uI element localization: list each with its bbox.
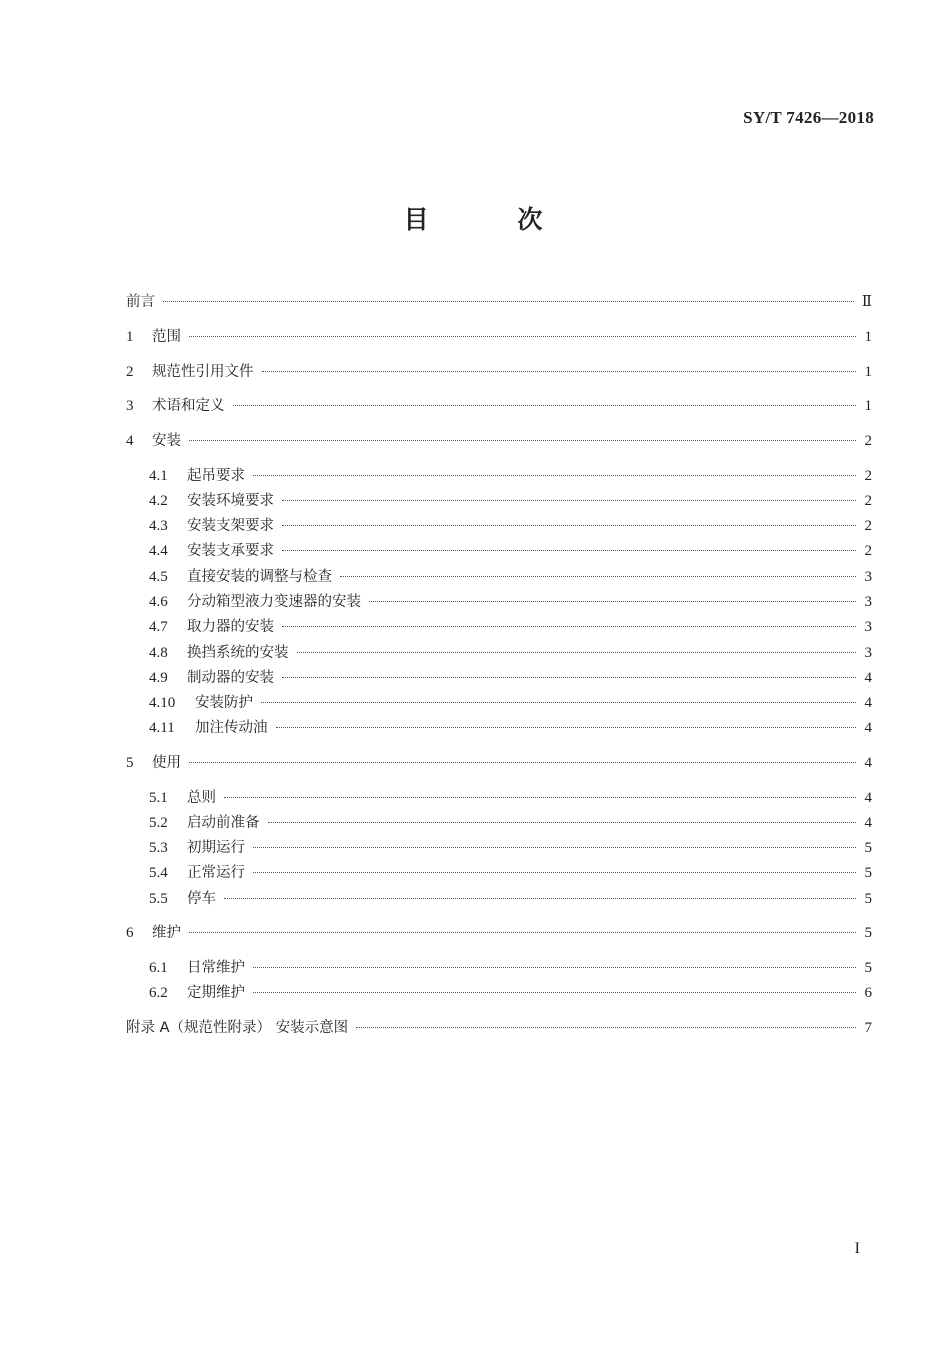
- toc-entry[interactable]: [149, 862, 872, 884]
- dot-leader: [262, 371, 857, 372]
- dot-leader: [253, 992, 856, 993]
- toc-entry-title: 维护: [152, 925, 181, 941]
- dot-leader: [369, 601, 856, 602]
- toc-entry-page: 1: [864, 398, 872, 414]
- toc-entry-title: 分动箱型液力变速器的安装: [187, 594, 361, 610]
- toc-entry-number: 6.1: [149, 960, 168, 976]
- toc-entry-number: 4.11: [149, 720, 175, 736]
- toc-entry[interactable]: [126, 430, 872, 452]
- toc-entry-page: 5: [864, 891, 872, 907]
- toc-entry-page: 2: [864, 518, 872, 534]
- toc-entry[interactable]: [126, 326, 872, 348]
- toc-entry-title: 正常运行: [187, 865, 245, 881]
- toc-entry-title: 日常维护: [187, 960, 245, 976]
- toc-entry-page: 5: [864, 840, 872, 856]
- toc-entry-title: 安装防护: [195, 695, 253, 711]
- dot-leader: [233, 405, 857, 406]
- toc-entry[interactable]: [149, 566, 872, 588]
- toc-entry-number: 4.5: [149, 569, 168, 585]
- toc-entry-number: 1: [126, 329, 134, 345]
- toc-entry-title: 安装支承要求: [187, 543, 274, 559]
- toc-entry[interactable]: [149, 540, 872, 562]
- toc-entry[interactable]: [149, 692, 872, 714]
- toc-entry-title: 初期运行: [187, 840, 245, 856]
- toc-entry-page: 1: [864, 364, 872, 380]
- toc-entry-number: 6: [126, 925, 134, 941]
- dot-leader: [276, 727, 857, 728]
- toc-entry-title: 取力器的安装: [187, 619, 274, 635]
- toc-entry[interactable]: [126, 1017, 872, 1039]
- toc-entry-number: 4.6: [149, 594, 168, 610]
- toc-entry-page: 4: [864, 695, 872, 711]
- dot-leader: [189, 932, 856, 933]
- toc-entry-page: 2: [864, 543, 872, 559]
- toc-entry[interactable]: [126, 395, 872, 417]
- toc-entry-title: 换挡系统的安装: [187, 645, 289, 661]
- toc-entry-title: 使用: [152, 755, 181, 771]
- toc-entry-page: 3: [864, 594, 872, 610]
- dot-leader: [189, 440, 856, 441]
- dot-leader: [253, 967, 856, 968]
- toc-entry-page: 5: [864, 960, 872, 976]
- dot-leader: [261, 702, 856, 703]
- dot-leader: [253, 872, 856, 873]
- toc-entry-title: 加注传动油: [195, 720, 268, 736]
- toc-entry-title: 术语和定义: [152, 398, 225, 414]
- toc-entry-number: 5.4: [149, 865, 168, 881]
- dot-leader: [340, 576, 856, 577]
- toc-entry-page: 4: [864, 720, 872, 736]
- toc-entry[interactable]: [149, 490, 872, 512]
- dot-leader: [163, 301, 854, 302]
- dot-leader: [268, 822, 857, 823]
- dot-leader: [356, 1027, 856, 1028]
- toc-entry-number: 5.2: [149, 815, 168, 831]
- toc-entry[interactable]: [126, 361, 872, 383]
- toc-entry[interactable]: [149, 515, 872, 537]
- dot-leader: [282, 525, 856, 526]
- dot-leader: [282, 626, 856, 627]
- toc-entry[interactable]: [149, 982, 872, 1004]
- toc-entry[interactable]: [126, 922, 872, 944]
- dot-leader: [297, 652, 857, 653]
- toc-entry[interactable]: [149, 642, 872, 664]
- toc-entry-number: 4.1: [149, 468, 168, 484]
- dot-leader: [224, 898, 856, 899]
- toc-entry-number: 4.2: [149, 493, 168, 509]
- toc-entry[interactable]: [126, 291, 872, 313]
- toc-entry-number: 2: [126, 364, 134, 380]
- toc-entry-page: 3: [864, 645, 872, 661]
- dot-leader: [282, 500, 856, 501]
- dot-leader: [189, 762, 856, 763]
- toc-entry-page: 6: [864, 985, 872, 1001]
- toc-entry-title: 范围: [152, 329, 181, 345]
- toc-entry-page: 2: [864, 493, 872, 509]
- toc-entry-number: 6.2: [149, 985, 168, 1001]
- toc-entry[interactable]: [149, 812, 872, 834]
- dot-leader: [253, 475, 856, 476]
- toc-entry-number: 4.4: [149, 543, 168, 559]
- toc-entry-title: 制动器的安装: [187, 670, 274, 686]
- toc-entry-page: 4: [864, 670, 872, 686]
- toc-entry-page: 2: [864, 433, 872, 449]
- toc-entry-title: 安装: [152, 433, 181, 449]
- toc-entry-number: 3: [126, 398, 134, 414]
- toc-entry-title: 总则: [187, 790, 216, 806]
- toc-entry-page: 3: [864, 569, 872, 585]
- toc-entry-title: 规范性引用文件: [152, 364, 254, 380]
- toc-entry[interactable]: [149, 591, 872, 613]
- dot-leader: [224, 797, 856, 798]
- toc-entry-number: 4: [126, 433, 134, 449]
- standard-code: SY/T 7426—2018: [743, 108, 874, 127]
- toc-entry-title: 前言: [126, 294, 155, 310]
- toc-entry-number: 4.7: [149, 619, 168, 635]
- toc-entry[interactable]: [149, 717, 872, 739]
- dot-leader: [282, 550, 856, 551]
- dot-leader: [189, 336, 856, 337]
- toc-entry-number: 5.3: [149, 840, 168, 856]
- toc-entry[interactable]: [149, 837, 872, 859]
- toc-entry-title: 附录 A（规范性附录） 安装示意图: [126, 1020, 349, 1036]
- toc-entry-title: 停车: [187, 891, 216, 907]
- toc-entry-number: 5.1: [149, 790, 168, 806]
- toc-entry-page: 3: [864, 619, 872, 635]
- toc-entry[interactable]: [149, 787, 872, 809]
- toc-entry-page: 4: [864, 790, 872, 806]
- toc-entry-page: 5: [864, 865, 872, 881]
- toc-entry-number: 4.10: [149, 695, 176, 711]
- toc-entry[interactable]: [149, 616, 872, 638]
- dot-leader: [253, 847, 856, 848]
- toc-entry-title: 起吊要求: [187, 468, 245, 484]
- toc-entry-page: 4: [864, 815, 872, 831]
- toc-entry-page: 4: [864, 755, 872, 771]
- toc-entry-number: 5.5: [149, 891, 168, 907]
- toc-entry[interactable]: [149, 888, 872, 910]
- toc-entry[interactable]: [149, 667, 872, 689]
- toc-entry-number: 4.9: [149, 670, 168, 686]
- toc-entry-title: 安装环境要求: [187, 493, 274, 509]
- toc-entry[interactable]: [149, 957, 872, 979]
- toc-entry-number: 5: [126, 755, 134, 771]
- toc-entry-page: 5: [864, 925, 872, 941]
- toc-entry-title: 直接安装的调整与检查: [187, 569, 332, 585]
- toc-entry-title: 安装支架要求: [187, 518, 274, 534]
- toc-entry-title: 启动前准备: [187, 815, 260, 831]
- page-title: 目 次: [403, 205, 583, 234]
- dot-leader: [282, 677, 856, 678]
- toc-entry[interactable]: [149, 465, 872, 487]
- toc-entry-number: 4.8: [149, 645, 168, 661]
- toc-entry-title: 定期维护: [187, 985, 245, 1001]
- toc-entry[interactable]: [126, 752, 872, 774]
- toc-entry-page: 7: [864, 1020, 872, 1036]
- page-number: I: [854, 1240, 860, 1257]
- toc-entry-page: Ⅱ: [861, 294, 872, 310]
- toc-entry-number: 4.3: [149, 518, 168, 534]
- toc-entry-page: 2: [864, 468, 872, 484]
- toc-entry-page: 1: [864, 329, 872, 345]
